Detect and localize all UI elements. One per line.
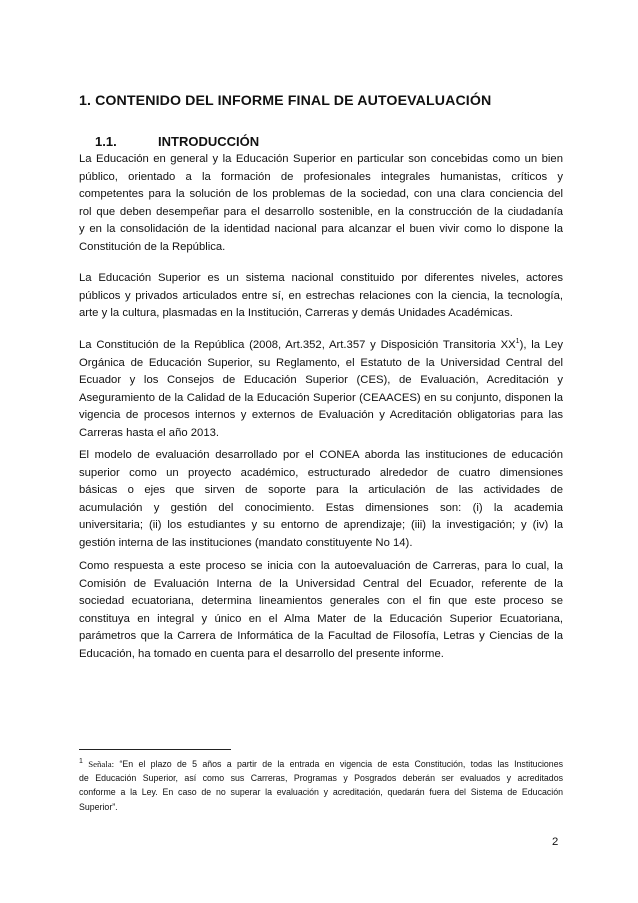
paragraph-line: El modelo de evaluación desarrollado por el CONEA aborda las instituciones de educación <box>79 449 563 461</box>
paragraph-1 <box>79 151 563 257</box>
paragraph-line: Como respuesta a este proceso se inicia con la autoevaluación de Carreras, para lo cual, la <box>79 560 563 572</box>
paragraph-line: Ecuador y los Consejos de Educación Superior (CES), de Evaluación, Acreditación y <box>79 374 563 387</box>
paragraph-3 <box>79 337 563 443</box>
paragraph-line: Carreras hasta el año 2013. <box>79 426 220 439</box>
section-heading: 1. CONTENIDO DEL INFORME FINAL DE AUTOEVALUACIÓN <box>79 93 492 109</box>
subsection-title: INTRODUCCIÓN <box>158 134 260 149</box>
paragraph-line: acumulación y gestión del conocimiento. Estas dimensiones son: (i) la academia <box>79 501 563 514</box>
paragraph-line: Comisión de Evaluación Interna de la Universidad Central del Ecuador, referente de la <box>79 577 563 590</box>
subsection-number: 1.1. <box>95 134 117 149</box>
footnote-line: Superior”. <box>79 801 118 812</box>
paragraph-line: Educación, ha tomado en cuenta para el desarrollo del presente informe. <box>79 647 444 660</box>
paragraph-4 <box>79 447 563 553</box>
paragraph-line: Orgánica de Educación Superior, su Reglamento, el Estatuto de la Universidad Central del <box>79 356 563 369</box>
footnote-separator <box>79 749 231 750</box>
paragraph-line: gestión interna de las instituciones (mandato constituyente No 14). <box>79 536 413 549</box>
paragraph-line: La Educación Superior es un sistema nacional constituido por diferentes niveles, actores <box>79 272 563 284</box>
paragraph-line: públicos y privados articulados entre sí, en estrechas relaciones con la ciencia, la tecnología, <box>79 289 563 302</box>
paragraph-line: parámetros que la Carrera de Informática de la Facultad de Filosofía, Letras y Ciencias de la <box>79 630 563 643</box>
paragraph-line: La Educación en general y la Educación Superior en particular son concebidas como un bien <box>79 153 563 165</box>
footnote-line: de Educación Superior, así como sus Carreras, Programas y Posgrados deberán ser evaluados y acreditados <box>79 773 563 784</box>
paragraph-line: sociedad ecuatoriana, determina lineamientos generales con el fin que este proceso se <box>79 595 563 608</box>
paragraph-line: y en la consolidación de la identidad nacional para alcanzar el buen vivir como lo dispone la <box>79 223 563 236</box>
paragraph-line: Aseguramiento de la Calidad de la Educación Superior (CEAACES) en su conjunto, disponen la <box>79 391 563 404</box>
page-number: 2 <box>552 836 559 848</box>
paragraph-line: público, orientado a la formación de profesionales integrales humanistas, críticos y <box>79 170 563 183</box>
paragraph-line: Constitución de la República. <box>79 240 226 253</box>
paragraph-line: arte y la cultura, plasmadas en la Institución, Carreras y demás Unidades Académicas. <box>79 307 513 320</box>
footnote-reference[interactable]: 1 <box>515 338 520 346</box>
footnote <box>79 757 563 814</box>
paragraph-text: ), la Ley <box>519 339 563 351</box>
paragraph-line: vigencia de procesos internos y externos de Evaluación y Acreditación obligatorias para las <box>79 409 563 422</box>
footnote-text: “En el plazo de 5 años a partir de la entrada en vigencia de esta Constitución, todas las Instituciones <box>119 759 563 769</box>
paragraph-5 <box>79 558 563 664</box>
footnote-line: conforme a la Ley. En caso de no superar la evaluación y acreditación, quedarán fuera del Sistema de Educación <box>79 787 563 798</box>
footnote-line <box>79 757 563 771</box>
paragraph-line: constituya en integral y único en el Alma Mater de la Educación Superior Ecuatoriana, <box>79 612 563 625</box>
footnote-label: Señala: <box>88 759 115 769</box>
footnote-marker: 1 <box>79 758 83 766</box>
paragraph-line: básicas o ejes que sirven de soporte para la articulación de las actividades de <box>79 484 563 497</box>
paragraph-text: La Constitución de la República (2008, Art.352, Art.357 y Disposición Transitoria XX <box>79 339 516 351</box>
paragraph-2 <box>79 270 563 323</box>
paragraph-line: superior como un proyecto académico, estructurado alrededor de cuatro dimensiones <box>79 466 563 479</box>
paragraph-line: competentes para la solución de los problemas de la sociedad, con una clara conciencia del <box>79 188 563 201</box>
paragraph-line: rol que deben desempeñar para el desarrollo sostenible, en la construcción de la ciudadanía <box>79 205 563 218</box>
paragraph-line <box>79 337 563 355</box>
subsection-heading <box>95 134 259 149</box>
paragraph-line: universitaria; (ii) los estudiantes y su entorno de aprendizaje; (iii) la investigación; y (iv) la <box>79 519 563 532</box>
